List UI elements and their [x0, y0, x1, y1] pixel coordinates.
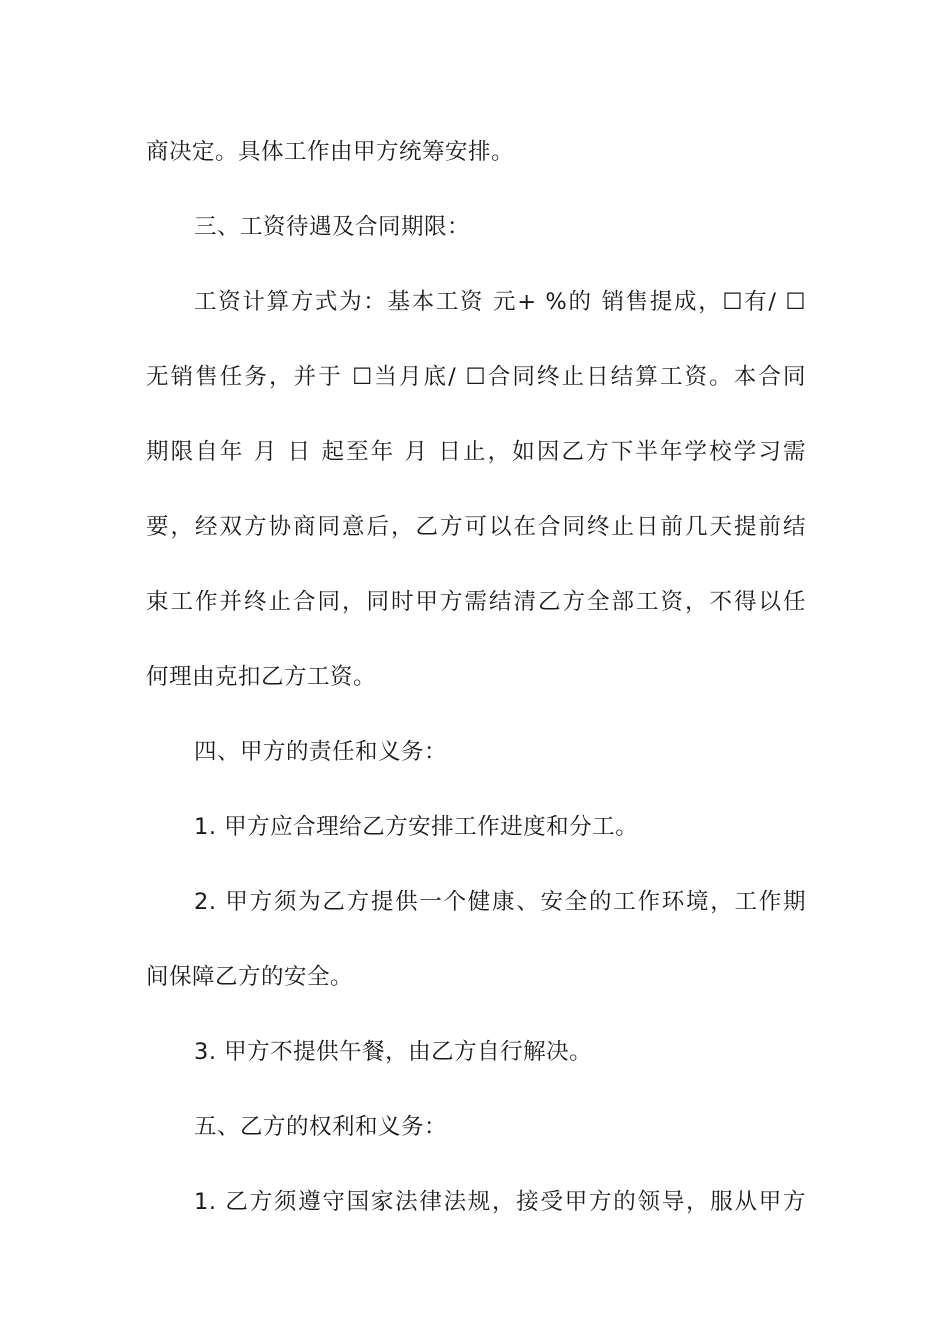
list-item: 1. 乙方须遵守国家法律法规，接受甲方的领导，服从甲方: [194, 1189, 806, 1215]
paragraph-line: 工资计算方式为：基本工资 元+ %的 销售提成，☐有/ ☐: [194, 289, 806, 315]
paragraph-line: 束工作并终止合同，同时甲方需结清乙方全部工资，不得以任: [146, 589, 806, 615]
paragraph-line: 商决定。具体工作由甲方统筹安排。: [146, 139, 515, 165]
section-heading-5: 五、乙方的权利和义务：: [194, 1114, 448, 1140]
paragraph-line: 无销售任务，并于 ☐当月底/ ☐合同终止日结算工资。本合同: [146, 364, 806, 390]
list-item: 3. 甲方不提供午餐，由乙方自行解决。: [194, 1039, 593, 1065]
paragraph-line: 期限自年 月 日 起至年 月 日止，如因乙方下半年学校学习需: [146, 439, 806, 465]
section-heading-3: 三、工资待遇及合同期限：: [194, 214, 471, 240]
list-item: 1. 甲方应合理给乙方安排工作进度和分工。: [194, 814, 639, 840]
paragraph-line: 何理由克扣乙方工资。: [146, 664, 377, 690]
list-item: 2. 甲方须为乙方提供一个健康、安全的工作环境，工作期: [194, 889, 806, 915]
section-heading-4: 四、甲方的责任和义务：: [194, 739, 448, 765]
paragraph-line: 间保障乙方的安全。: [146, 964, 354, 990]
paragraph-line: 要，经双方协商同意后，乙方可以在合同终止日前几天提前结: [146, 514, 806, 540]
